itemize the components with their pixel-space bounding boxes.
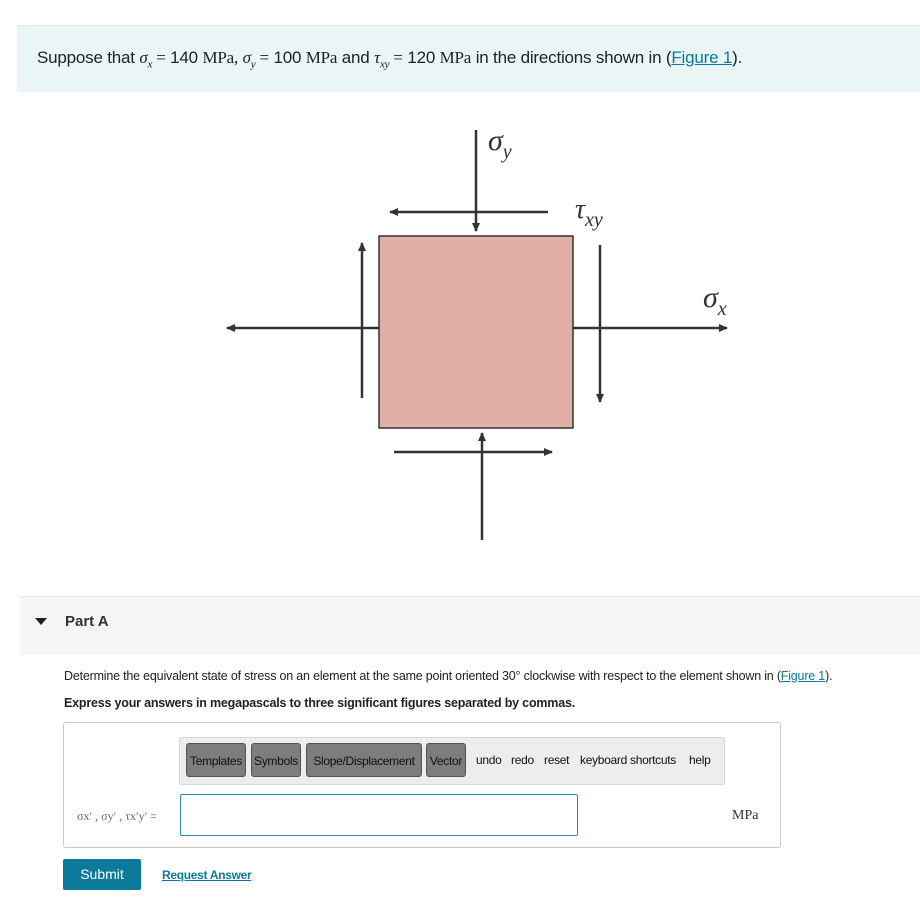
- vector-button[interactable]: Vector: [426, 743, 466, 777]
- keyboard-shortcuts-button[interactable]: keyboard shortcuts: [580, 753, 676, 767]
- answer-label: σx′ , σy′ , τx′y′ =: [77, 809, 158, 823]
- problem-statement: [17, 25, 920, 92]
- math-toolbar: [179, 737, 725, 785]
- collapse-caret-icon[interactable]: [35, 618, 47, 625]
- and-word: and: [341, 48, 370, 67]
- sigma-x-label: $\sigma_x$: [703, 281, 727, 320]
- part-a-question: Determine the equivalent state of stress on an element at the same point oriented 30° clockwise with respect to the element shown in (Figure 1).: [64, 669, 833, 683]
- reset-button[interactable]: reset: [544, 753, 570, 767]
- figure-1-link[interactable]: Figure 1: [780, 669, 826, 683]
- submit-button[interactable]: Submit: [63, 859, 141, 890]
- undo-button[interactable]: undo: [476, 753, 502, 767]
- part-a-header[interactable]: [20, 596, 920, 655]
- unit-mpa: MPa: [202, 48, 234, 67]
- help-button[interactable]: help: [689, 753, 711, 767]
- part-a-instruction: Express your answers in megapascals to three significant figures separated by commas.: [64, 696, 575, 710]
- unit-mpa: MPa: [439, 48, 472, 67]
- templates-button[interactable]: Templates: [186, 743, 246, 777]
- redo-button[interactable]: redo: [511, 753, 534, 767]
- symbols-button[interactable]: Symbols: [251, 743, 301, 777]
- answer-unit: MPa: [732, 808, 759, 823]
- sigma-x-equation: $\sigma_x$ =: [139, 48, 166, 71]
- sigma-x-value: 140: [170, 48, 198, 67]
- problem-text: Suppose that $\sigma_x = 140$ MPa, $\sigma_y = 100$ MPa and $\tau_{xy} = 120$ MPa in the directions shown in (Figure 1).: [37, 48, 743, 71]
- stress-element-figure: [0, 92, 920, 552]
- sigma-y-equation: $\sigma_y$ =: [242, 48, 269, 71]
- problem-prefix: Suppose that: [37, 48, 135, 67]
- slope-displacement-button[interactable]: Slope/Displacement: [306, 743, 422, 777]
- sigma-y-label: $\sigma_y$: [488, 124, 512, 163]
- tau-xy-value: 120: [407, 48, 436, 67]
- answer-box: [63, 722, 781, 848]
- figure-1-link[interactable]: Figure 1: [671, 48, 733, 67]
- sigma-y-value: 100: [273, 48, 302, 67]
- tau-xy-label: $\tau_{xy}$: [575, 194, 603, 231]
- answer-input[interactable]: [180, 794, 578, 836]
- part-a-title: Part A: [65, 613, 109, 630]
- unit-mpa: MPa: [305, 48, 338, 67]
- problem-suffix: in the directions shown in (: [475, 48, 672, 67]
- stress-element: [379, 236, 573, 428]
- tau-xy-equation: $\tau_{xy}$ =: [374, 48, 403, 71]
- request-answer-link[interactable]: Request Answer: [162, 868, 252, 882]
